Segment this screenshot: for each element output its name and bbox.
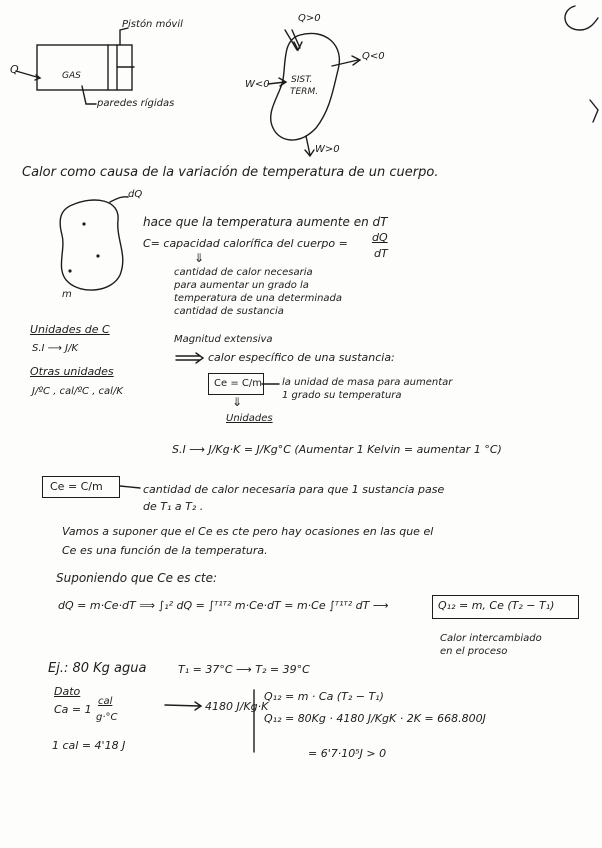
suppose-title: Suponiendo que Ce es cte:	[56, 571, 218, 585]
units-c-si: S.I ⟶ J/K	[32, 343, 79, 354]
w-positive-label: W>0	[315, 144, 340, 155]
system-label-2: TERM.	[290, 87, 319, 97]
integral-equation: dQ = m·Ce·dT ⟹ ∫₁² dQ = ∫ᵀ¹ᵀ² m·Ce·dT = m·Ce ∫ᵀ¹ᵀ² dT ⟶	[58, 599, 389, 612]
other-units: J/ºC , cal/ºC , cal/K	[32, 386, 123, 397]
other-units-title: Otras unidades	[30, 365, 114, 378]
result-note-2: en el proceso	[440, 646, 508, 657]
definition-desc-4: cantidad de sustancia	[174, 306, 284, 317]
result-note-1: Calor intercambiado	[440, 633, 542, 644]
dato-title: Dato	[54, 685, 81, 698]
ca-lhs: Ca = 1	[54, 703, 92, 716]
ce-formula: Ce = C/m	[50, 480, 103, 493]
definition-desc-2: para aumentar un grado la	[174, 280, 309, 291]
dq-label: dQ	[128, 189, 143, 200]
q-calculation: Q₁₂ = 80Kg · 4180 J/KgK · 2K = 668.800J	[264, 712, 486, 725]
ca-si-value: 4180 J/Kg·K	[205, 700, 269, 713]
q-result: = 6'7·10⁵J > 0	[308, 747, 387, 760]
units-c-title: Unidades de C	[30, 323, 110, 336]
si-units: S.I ⟶ J/Kg·K = J/Kg°C (Aumentar 1 Kelvin = aumentar 1 °C)	[172, 443, 502, 456]
walls-label: paredes rígidas	[97, 98, 175, 109]
mass-label: m	[62, 289, 72, 300]
corner-scribble	[565, 6, 598, 30]
paragraph-line-1: Vamos a suponer que el Ce es cte pero hay ocasiones en las que el	[62, 525, 434, 538]
specific-heat-desc-2: 1 grado su temperatura	[282, 390, 402, 401]
units-title: Unidades	[226, 413, 273, 424]
example-title: Ej.: 80 Kg agua	[48, 661, 147, 676]
gas-label: GAS	[62, 71, 81, 81]
ca-numerator: cal	[98, 696, 113, 707]
w-negative-label: W<0	[245, 79, 270, 90]
paragraph-line-2: Ce es una función de la temperatura.	[62, 544, 268, 557]
specific-heat-formula: Ce = C/m	[214, 378, 262, 389]
section-heading: Calor como causa de la variación de temperatura de un cuerpo.	[22, 165, 439, 180]
fraction-denominator: dT	[374, 247, 388, 260]
definition-desc-3: temperatura de una determinada	[174, 293, 343, 304]
q-negative-label: Q<0	[362, 51, 385, 62]
magnitude-label: Magnitud extensiva	[174, 334, 273, 345]
q-formula: Q₁₂ = m · Ca (T₂ − T₁)	[264, 690, 384, 703]
ce-desc-2: de T₁ a T₂ .	[143, 500, 204, 513]
piston-label: Pistón móvil	[122, 19, 183, 30]
specific-heat-desc-1: la unidad de masa para aumentar	[282, 377, 453, 388]
cal-conversion: 1 cal = 4'18 J	[52, 739, 126, 752]
implies-arrow: ⇓	[194, 251, 205, 265]
specific-heat-intro: calor específico de una sustancia:	[208, 351, 395, 364]
system-label-1: SIST.	[291, 75, 313, 85]
heat-label: Q	[10, 63, 19, 76]
example-temps: T₁ = 37°C ⟶ T₂ = 39°C	[178, 663, 310, 676]
definition-desc-1: cantidad de calor necesaria	[174, 267, 313, 278]
body-sketch	[60, 197, 128, 290]
ca-denominator: g·°C	[96, 712, 118, 723]
down-arrow: ⇓	[232, 395, 243, 409]
result-formula: Q₁₂ = m, Ce (T₂ − T₁)	[438, 599, 555, 612]
fraction-numerator: dQ	[372, 231, 388, 244]
definition-line-2: C= capacidad calorífica del cuerpo =	[143, 237, 348, 250]
cylinder-diagram	[16, 28, 134, 104]
ce-desc-1: cantidad de calor necesaria para que 1 sustancia pase	[143, 483, 445, 496]
definition-line-1: hace que la temperatura aumente en dT	[143, 215, 388, 229]
q-positive-label: Q>0	[298, 13, 321, 24]
